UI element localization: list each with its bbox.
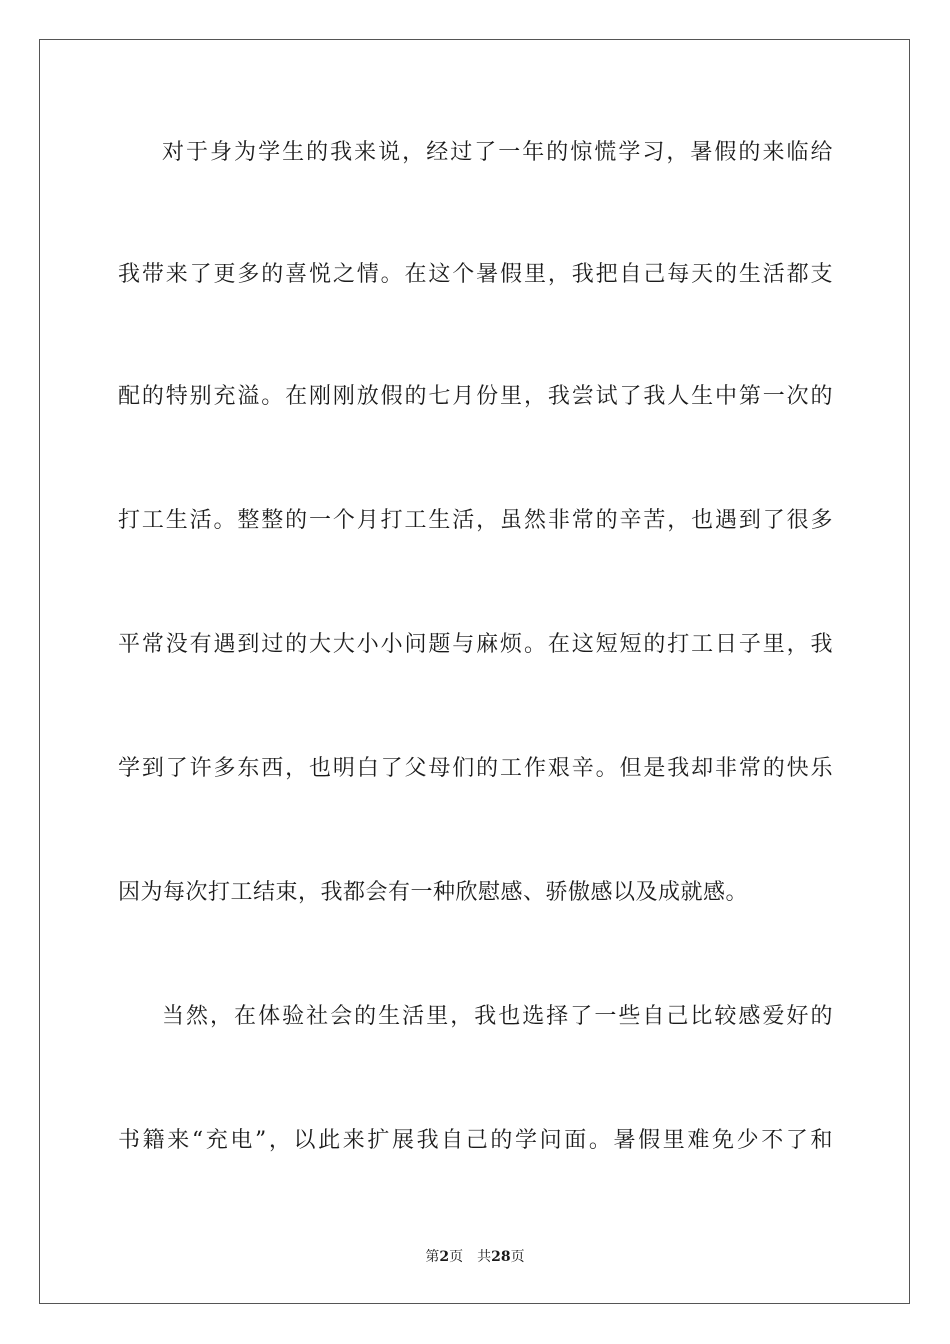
paragraph-1-line-1: 对于身为学生的我来说，经过了一年的惊慌学习，暑假的来临给: [162, 140, 833, 165]
paragraph-1-line-5: 平常没有遇到过的大大小小问题与麻烦。在这短短的打工日子里，我: [118, 632, 833, 657]
paragraph-2-line-1: 当然，在体验社会的生活里，我也选择了一些自己比较感爱好的: [162, 1004, 833, 1029]
paragraph-1-line-4: 打工生活。整整的一个月打工生活，虽然非常的辛苦，也遇到了很多: [118, 508, 833, 533]
paragraph-1-line-6: 学到了许多东西，也明白了父母们的工作艰辛。但是我却非常的快乐: [118, 756, 833, 781]
paragraph-1-line-7: 因为每次打工结束，我都会有一种欣慰感、骄傲感以及成就感。: [118, 880, 749, 905]
page-label-suffix: 页: [449, 1249, 464, 1265]
page-label-prefix: 第: [425, 1249, 440, 1265]
page-number: 2: [439, 1249, 450, 1265]
paragraph-2-line-2: 书籍来“充电”，以此来扩展我自己的学问面。暑假里难免少不了和: [118, 1128, 833, 1153]
paragraph-1-line-3: 配的特别充溢。在刚刚放假的七月份里，我尝试了我人生中第一次的: [118, 384, 833, 409]
paragraph-1-line-2: 我带来了更多的喜悦之情。在这个暑假里，我把自己每天的生活都支: [118, 262, 833, 287]
total-pages: 28: [491, 1249, 511, 1265]
page-border: [39, 39, 910, 1304]
page-footer: [0, 1247, 950, 1267]
total-label-prefix: 共: [477, 1249, 492, 1265]
total-label-suffix: 页: [510, 1249, 525, 1265]
